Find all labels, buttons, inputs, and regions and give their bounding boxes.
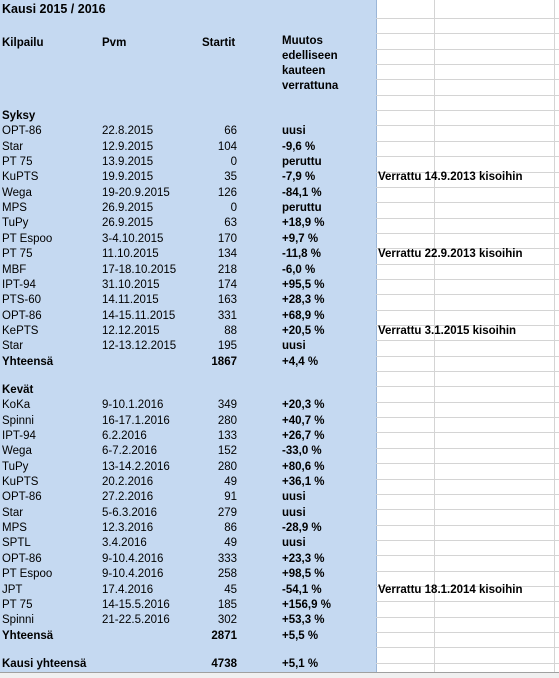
change-value: +40,7 % (282, 414, 325, 427)
competition-name: MPS (2, 202, 27, 215)
competition-name: Star (2, 140, 24, 153)
starts-count: 258 (217, 568, 237, 581)
header-starts: Startit (202, 37, 236, 49)
starts-count: 185 (217, 598, 237, 611)
change-value: +9,7 % (282, 232, 319, 245)
competition-name: OPT-86 (2, 552, 42, 565)
table-row (0, 475, 559, 490)
table-row (0, 567, 559, 582)
starts-count: 280 (217, 414, 237, 427)
competition-name: JPT (2, 583, 23, 596)
starts-count: 126 (217, 186, 237, 199)
competition-date: 6-7.2.2016 (102, 445, 157, 458)
section-label-spring (0, 383, 559, 398)
competition-date: 17.4.2016 (102, 583, 154, 596)
starts-count: 86 (224, 522, 237, 535)
table-row (0, 521, 559, 536)
table-row (0, 598, 559, 613)
table-row (0, 170, 559, 185)
competition-date: 19-20.9.2015 (102, 186, 170, 199)
change-value: peruttu (282, 202, 322, 215)
change-value: -11,8 % (282, 248, 321, 261)
header-change-line: edelliseen (282, 50, 338, 62)
competition-name: IPT-94 (2, 278, 36, 291)
competition-name: Wega (2, 186, 32, 199)
total-change: +4,4 % (282, 355, 319, 368)
competition-name: PT 75 (2, 598, 33, 611)
change-value: uusi (282, 340, 306, 353)
competition-date: 14-15.11.2015 (102, 309, 176, 322)
competition-date: 16-17.1.2016 (102, 414, 170, 427)
competition-name: PT Espoo (2, 232, 53, 245)
season-total-change: +5,1 % (282, 657, 319, 670)
change-value: +23,3 % (282, 552, 325, 565)
starts-count: 91 (224, 491, 237, 504)
comparison-note: Verrattu 22.9.2013 kisoihin (378, 248, 523, 261)
season-total-starts: 4738 (211, 657, 237, 670)
table-row (0, 613, 559, 628)
competition-date: 26.9.2015 (102, 202, 154, 215)
competition-date: 22.8.2015 (102, 125, 154, 138)
change-value: +53,3 % (282, 614, 325, 627)
starts-count: 170 (217, 232, 237, 245)
starts-count: 0 (230, 202, 237, 215)
change-value: +20,5 % (282, 324, 325, 337)
starts-count: 88 (224, 324, 237, 337)
competition-name: Spinni (2, 614, 34, 627)
starts-count: 195 (217, 340, 237, 353)
competition-date: 19.9.2015 (102, 171, 154, 184)
table-row (0, 339, 559, 354)
total-label: Yhteensä (2, 355, 54, 368)
starts-count: 152 (217, 445, 237, 458)
competition-date: 26.9.2015 (102, 217, 154, 230)
change-value: +18,9 % (282, 217, 325, 230)
section-total-autumn (0, 355, 559, 370)
table-row (0, 263, 559, 278)
page-title: Kausi 2015 / 2016 (2, 2, 106, 16)
change-value: -9,6 % (282, 140, 316, 153)
competition-date: 17-18.10.2015 (102, 263, 177, 276)
table-row (0, 309, 559, 324)
table-row (0, 293, 559, 308)
change-value: +28,3 % (282, 294, 325, 307)
season-total-label: Kausi yhteensä (2, 657, 87, 670)
competition-date: 12.3.2016 (102, 522, 154, 535)
header-change-line: verrattuna (282, 80, 339, 92)
section-label-autumn (0, 109, 559, 124)
competition-date: 9-10.1.2016 (102, 399, 164, 412)
competition-date: 27.2.2016 (102, 491, 154, 504)
header-date: Pvm (102, 37, 127, 49)
competition-name: KoKa (2, 399, 31, 412)
starts-count: 133 (217, 430, 237, 443)
table-row (0, 155, 559, 170)
total-change: +5,5 % (282, 629, 319, 642)
table-row (0, 583, 559, 598)
competition-name: PT 75 (2, 156, 33, 169)
competition-name: TuPy (2, 217, 29, 230)
competition-date: 9-10.4.2016 (102, 552, 164, 565)
comparison-note: Verrattu 18.1.2014 kisoihin (378, 583, 523, 596)
change-value: +26,7 % (282, 430, 325, 443)
starts-count: 174 (217, 278, 237, 291)
competition-date: 3.4.2016 (102, 537, 147, 550)
competition-date: 14.11.2015 (102, 294, 159, 307)
season-total-row (0, 657, 559, 672)
change-value: -28,9 % (282, 522, 322, 535)
table-row (0, 324, 559, 339)
competition-date: 12-13.12.2015 (102, 340, 177, 353)
section-total-spring (0, 629, 559, 644)
starts-count: 49 (224, 476, 237, 489)
competition-date: 21-22.5.2016 (102, 614, 170, 627)
table-row (0, 278, 559, 293)
change-value: +80,6 % (282, 460, 325, 473)
competition-name: MPS (2, 522, 27, 535)
change-value: +20,3 % (282, 399, 325, 412)
change-value: -6,0 % (282, 263, 316, 276)
comparison-note: Verrattu 3.1.2015 kisoihin (378, 324, 517, 337)
change-value: -33,0 % (282, 445, 322, 458)
table-row (0, 444, 559, 459)
total-starts: 2871 (211, 629, 237, 642)
competition-date: 9-10.4.2016 (102, 568, 164, 581)
table-row (0, 247, 559, 262)
table-row (0, 460, 559, 475)
header-change-line: Muutos (282, 35, 323, 47)
change-value: peruttu (282, 156, 322, 169)
competition-date: 3-4.10.2015 (102, 232, 164, 245)
table-row (0, 536, 559, 551)
change-value: uusi (282, 506, 306, 519)
starts-count: 279 (217, 506, 237, 519)
competition-date: 13.9.2015 (102, 156, 154, 169)
change-value: +98,5 % (282, 568, 325, 581)
competition-name: TuPy (2, 460, 29, 473)
table-row (0, 490, 559, 505)
starts-count: 104 (217, 140, 237, 153)
starts-count: 302 (217, 614, 237, 627)
competition-name: OPT-86 (2, 309, 42, 322)
starts-count: 218 (217, 263, 237, 276)
table-row (0, 186, 559, 201)
starts-count: 45 (224, 583, 237, 596)
competition-name: OPT-86 (2, 125, 42, 138)
competition-name: KePTS (2, 324, 39, 337)
header-competition: Kilpailu (2, 37, 44, 49)
starts-count: 280 (217, 460, 237, 473)
table-row (0, 506, 559, 521)
change-value: -54,1 % (282, 583, 322, 596)
competition-name: PT Espoo (2, 568, 53, 581)
change-value: uusi (282, 125, 306, 138)
competition-date: 14-15.5.2016 (102, 598, 170, 611)
change-value: -84,1 % (282, 186, 322, 199)
competition-date: 31.10.2015 (102, 278, 160, 291)
table-row (0, 124, 559, 139)
change-value: -7,9 % (282, 171, 316, 184)
change-value: uusi (282, 491, 306, 504)
starts-count: 331 (217, 309, 237, 322)
header-change-line: kauteen (282, 65, 326, 77)
table-row (0, 201, 559, 216)
table-row (0, 552, 559, 567)
change-value: uusi (282, 537, 306, 550)
competition-name: OPT-86 (2, 491, 42, 504)
table-row (0, 414, 559, 429)
competition-date: 20.2.2016 (102, 476, 154, 489)
change-value: +156,9 % (282, 598, 331, 611)
section-label: Kevät (2, 383, 34, 396)
starts-count: 66 (224, 125, 237, 138)
total-starts: 1867 (211, 355, 237, 368)
competition-name: Wega (2, 445, 32, 458)
sheet-bottom-bar (0, 672, 559, 678)
competition-name: PTS-60 (2, 294, 41, 307)
competition-date: 5-6.3.2016 (102, 506, 157, 519)
table-row (0, 216, 559, 231)
competition-name: MBF (2, 263, 27, 276)
competition-name: Spinni (2, 414, 34, 427)
competition-date: 13-14.2.2016 (102, 460, 170, 473)
competition-date: 11.10.2015 (102, 248, 159, 261)
total-label: Yhteensä (2, 629, 54, 642)
starts-count: 333 (217, 552, 237, 565)
competition-name: KuPTS (2, 476, 39, 489)
starts-count: 63 (224, 217, 237, 230)
comparison-note: Verrattu 14.9.2013 kisoihin (378, 171, 523, 184)
starts-count: 49 (224, 537, 237, 550)
section-label: Syksy (2, 110, 36, 122)
starts-count: 349 (217, 399, 237, 412)
table-row (0, 232, 559, 247)
starts-count: 35 (224, 171, 237, 184)
competition-name: KuPTS (2, 171, 39, 184)
starts-count: 0 (230, 156, 237, 169)
change-value: +36,1 % (282, 476, 325, 489)
starts-count: 134 (217, 248, 237, 261)
table-row (0, 140, 559, 155)
competition-date: 12.9.2015 (102, 140, 154, 153)
competition-name: Star (2, 340, 24, 353)
competition-name: Star (2, 506, 24, 519)
competition-date: 6.2.2016 (102, 430, 147, 443)
starts-count: 163 (217, 294, 237, 307)
competition-name: PT 75 (2, 248, 33, 261)
table-row (0, 429, 559, 444)
competition-date: 12.12.2015 (102, 324, 160, 337)
change-value: +68,9 % (282, 309, 325, 322)
change-value: +95,5 % (282, 278, 325, 291)
table-row (0, 398, 559, 413)
competition-name: SPTL (2, 537, 31, 550)
competition-name: IPT-94 (2, 430, 36, 443)
